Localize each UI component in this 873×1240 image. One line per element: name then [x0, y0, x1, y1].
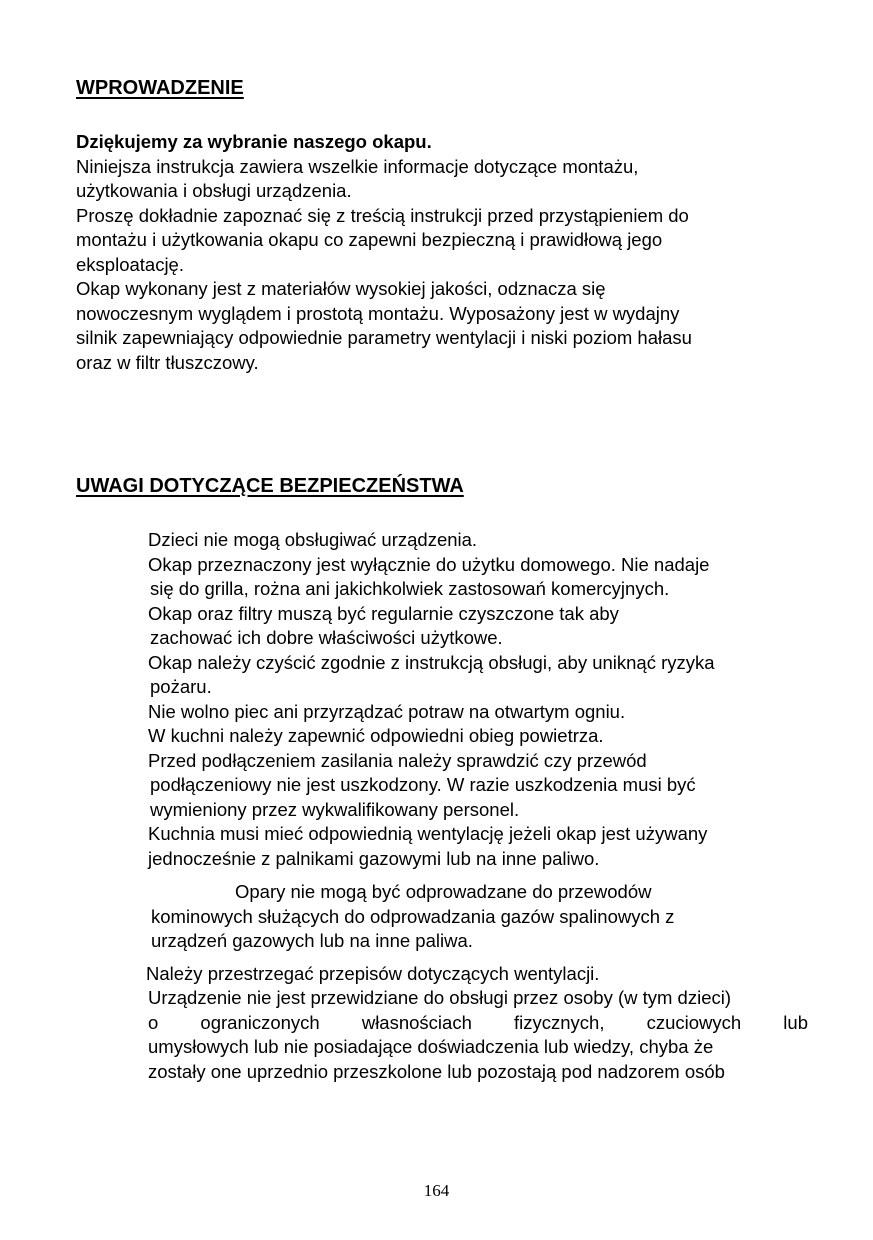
safety-item-line: zachować ich dobre właściwości użytkowe. [150, 627, 503, 648]
intro-line: eksploatację. [76, 253, 184, 275]
safety-item-line: Okap należy czyścić zgodnie z instrukcją obsługi, aby uniknąć ryzyka [148, 651, 715, 673]
last-line: umysłowych lub nie posiadające doświadczenia lub wiedzy, chyba że [148, 1036, 714, 1057]
safety-heading: UWAGI DOTYCZĄCE BEZPIECZEŃSTWA [76, 475, 464, 497]
safety-item-line: Dzieci nie mogą obsługiwać urządzenia. [148, 529, 478, 550]
safety-item-line: Kuchnia musi mieć odpowiednią wentylację jeżeli okap jest używany [148, 823, 708, 844]
page-number: 164 [423, 1181, 450, 1200]
safety-item-line: Nie wolno piec ani przyrządzać potraw na otwartym ogniu. [148, 700, 626, 722]
safety-item-line: pożaru. [150, 676, 212, 697]
opary-line: Opary nie mogą być odprowadzane do przewodów [235, 881, 652, 902]
safety-list [148, 528, 818, 1084]
safety-item-line: Okap oraz filtry muszą być regularnie czyszczone tak aby [148, 602, 619, 624]
intro-line: oraz w filtr tłuszczowy. [76, 351, 259, 373]
safety-item-line: wymieniony przez wykwalifikowany personel. [150, 798, 520, 820]
safety-item-line: W kuchni należy zapewnić odpowiedni obieg powietrza. [148, 725, 604, 746]
safety-item-line: Przed podłączeniem zasilania należy sprawdzić czy przewód [148, 749, 647, 771]
opary-paragraph [151, 880, 818, 954]
safety-item-line: Okap przeznaczony jest wyłącznie do użytku domowego. Nie nadaje [148, 553, 710, 575]
intro-heading: WPROWADZENIE [76, 77, 244, 99]
last-line: Urządzenie nie jest przewidziane do obsługi przez osoby (w tym dzieci) [148, 987, 732, 1008]
safety-item-line: podłączeniowy nie jest uszkodzony. W razie uszkodzenia musi być [150, 774, 696, 795]
intro-line: Niniejsza instrukcja zawiera wszelkie informacje dotyczące montażu, [76, 155, 639, 177]
last-line: zostały one uprzednio przeszkolone lub pozostają pod nadzorem osób [148, 1060, 725, 1082]
intro-line: Okap wykonany jest z materiałów wysokiej jakości, odznacza się [76, 278, 606, 299]
safety-item-line: jednocześnie z palnikami gazowymi lub na inne paliwo. [148, 847, 600, 869]
intro-line: nowoczesnym wyglądem i prostotą montażu. Wyposażony jest w wydajny [76, 302, 680, 324]
safety-item-line: się do grilla, rożna ani jakichkolwiek zastosowań komercyjnych. [150, 578, 670, 599]
opary-line: kominowych służących do odprowadzania gazów spalinowych z [151, 905, 675, 927]
last-line: o ograniczonych własnościach fizycznych, czuciowych lub [148, 1011, 808, 1033]
intro-section [76, 130, 796, 375]
intro-lead: Dziękujemy za wybranie naszego okapu. [76, 131, 432, 152]
intro-line: Proszę dokładnie zapoznać się z treścią instrukcji przed przystąpieniem do [76, 204, 689, 226]
opary-line: urządzeń gazowych lub na inne paliwa. [151, 930, 473, 951]
intro-line: silnik zapewniający odpowiednie parametry wentylacji i niski poziom hałasu [76, 327, 692, 348]
intro-line: użytkowania i obsługi urządzenia. [76, 180, 352, 201]
przepisy-line: Należy przestrzegać przepisów dotyczących wentylacji. [146, 962, 600, 984]
last-paragraph [148, 986, 808, 1084]
intro-line: montażu i użytkowania okapu co zapewni bezpieczną i prawidłową jego [76, 229, 663, 250]
